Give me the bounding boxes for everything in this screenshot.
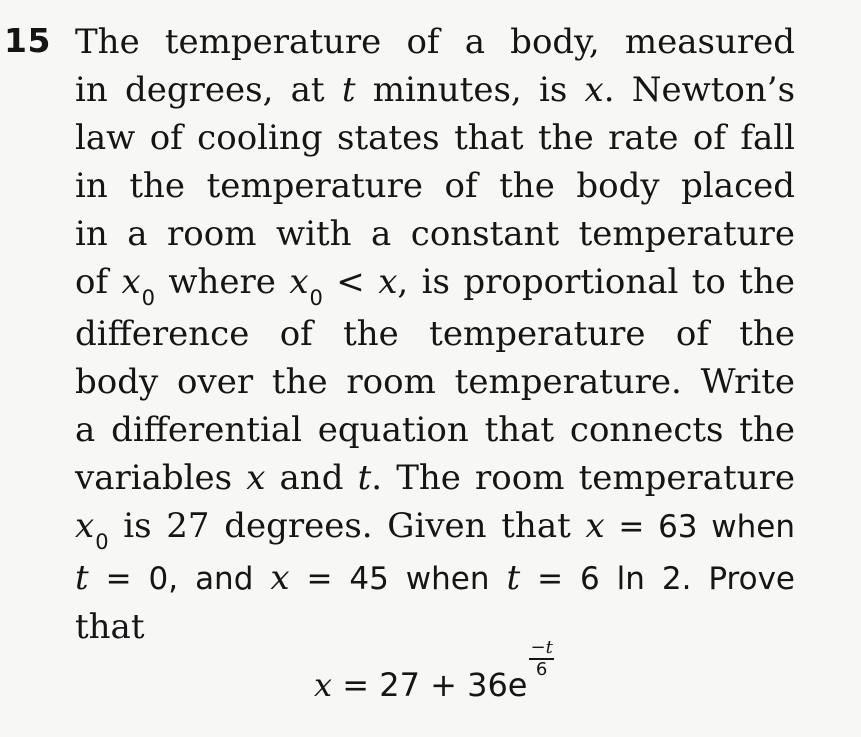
formula-exponent-denominator: 6 [535,659,548,680]
question-line: in degrees, at t minutes, is x. Newton’s [75,70,796,110]
formula-rhs: = 27 + 36e [332,666,528,704]
formula [314,637,554,705]
question-line: difference of the temperature of the [75,314,795,354]
formula-lhs: x [314,666,333,704]
question-line: $x_0$ is 27 degrees. Given that x = 63 when [75,506,795,554]
formula-exponent [529,639,553,679]
question-line: The temperature of a body, measured [75,22,795,62]
question-line: in a room with a constant temperature [75,214,795,254]
question-text [75,18,795,651]
question-line: t = 0, and x = 45 when t = 6 ln 2. Prove [75,558,796,598]
question-line: that [75,607,145,647]
question-number: 15 [4,21,51,60]
question-line: a differential equation that connects the [75,410,795,450]
question-line: of $x_0$ where $x_0 < x$, is proportional to the [75,262,795,310]
formula-exponent-numerator: −t [530,637,553,658]
question-line: law of cooling states that the rate of fall [75,118,795,158]
question-line: body over the room temperature. Write [75,362,795,402]
question-line: in the temperature of the body placed [75,166,795,206]
question-line: variables x and t. The room temperature [75,458,795,498]
